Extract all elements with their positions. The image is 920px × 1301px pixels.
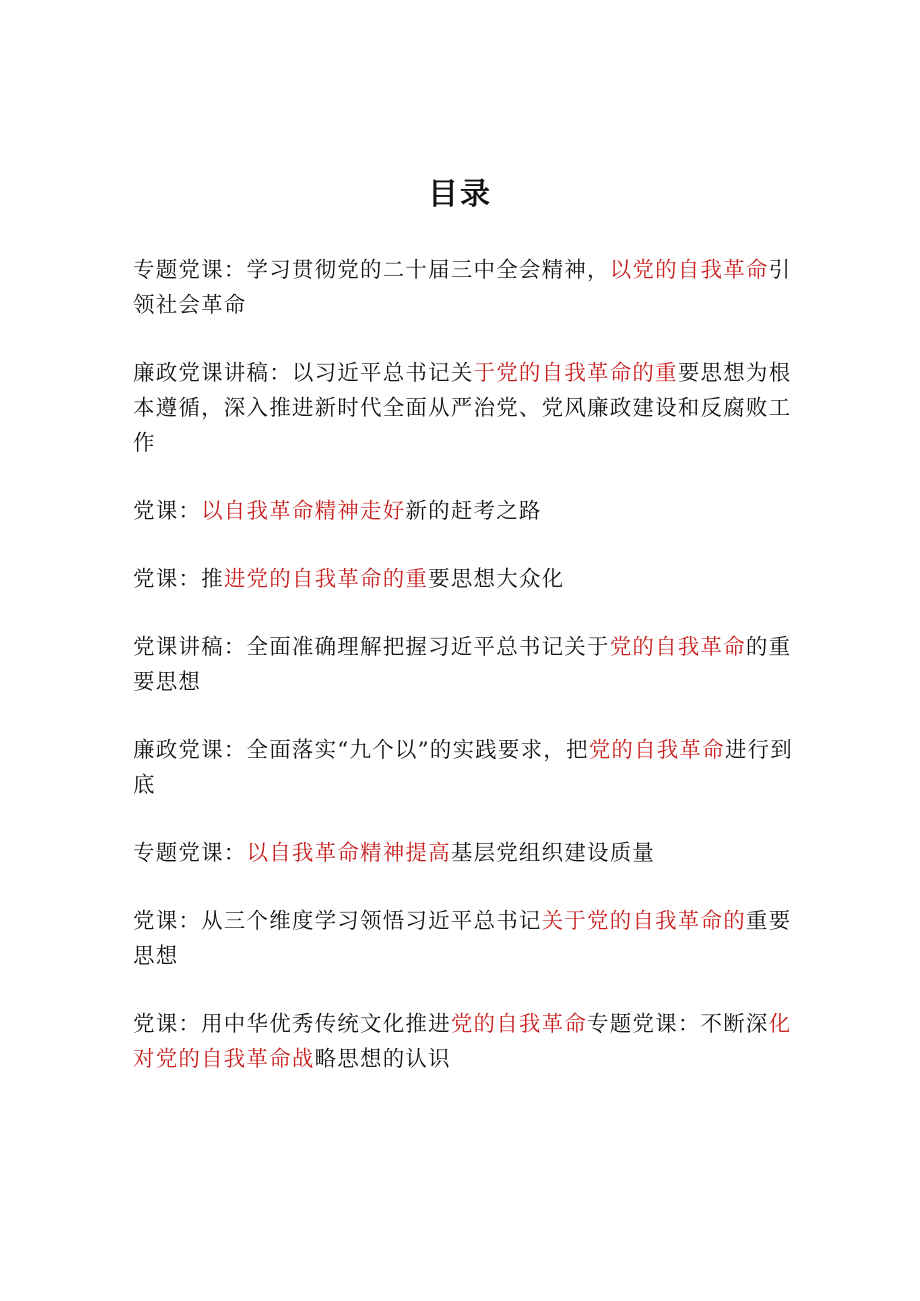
toc-entry-text: 的重要思想 bbox=[133, 635, 792, 695]
toc-entry-highlight: 以党的自我革命 bbox=[609, 258, 769, 283]
toc-entry-highlight: 进党的自我革命的重 bbox=[223, 567, 429, 592]
toc-entry-2 bbox=[133, 356, 799, 461]
toc-entry-5 bbox=[133, 630, 799, 700]
toc-entry-7 bbox=[133, 836, 799, 871]
toc-entry-6 bbox=[133, 733, 799, 803]
toc-entry-highlight: 以自我革命精神提高 bbox=[246, 841, 451, 866]
toc-entry-text: 要思想大众化 bbox=[428, 567, 565, 592]
toc-entry-text: 专题党课：学习贯彻党的二十届三中全会精神， bbox=[133, 258, 610, 283]
toc-entry-text: 廉政党课：全面落实“九个以”的实践要求，把 bbox=[133, 738, 589, 763]
page-title: 目录 bbox=[428, 177, 492, 212]
toc-entry-text: 要思想为根本遵循，深入推进新时代全面从严治党、党风廉政建设和反腐败工作 bbox=[133, 361, 792, 456]
toc-entry-text: 专题党课： bbox=[133, 841, 247, 866]
toc-entry-text: 党课：推 bbox=[133, 567, 224, 592]
toc-entry-4 bbox=[133, 562, 799, 597]
toc-entry-text: 专题党课：不断深 bbox=[587, 1012, 769, 1037]
toc-entry-highlight: 化对党的自我革命战 bbox=[133, 1012, 792, 1072]
toc-entry-text: 廉政党课讲稿：以习近平总书记关 bbox=[133, 361, 474, 386]
toc-entry-highlight: 党的自我革命 bbox=[450, 1012, 588, 1037]
table-of-contents bbox=[133, 253, 799, 1110]
toc-entry-highlight: 于党的自我革命的重 bbox=[473, 361, 678, 386]
toc-entry-1 bbox=[133, 253, 799, 323]
toc-entry-text: 党课：从三个维度学习领悟习近平总书记 bbox=[133, 909, 542, 934]
toc-entry-highlight: 党的自我革命 bbox=[588, 738, 725, 763]
toc-entry-text: 党课讲稿：全面准确理解把握习近平总书记关于 bbox=[133, 635, 610, 660]
toc-entry-3 bbox=[133, 494, 799, 529]
toc-entry-text: 新的赶考之路 bbox=[405, 499, 542, 524]
toc-entry-text: 党课： bbox=[133, 499, 202, 524]
toc-entry-9 bbox=[133, 1007, 799, 1077]
toc-entry-highlight: 关于党的自我革命的 bbox=[541, 909, 746, 934]
toc-entry-text: 略思想的认识 bbox=[314, 1047, 451, 1072]
toc-entry-text: 进行到底 bbox=[133, 738, 793, 798]
toc-entry-text: 党课：用中华优秀传统文化推进 bbox=[133, 1012, 451, 1037]
toc-entry-8 bbox=[133, 904, 799, 974]
toc-entry-highlight: 党的自我革命 bbox=[609, 635, 746, 660]
toc-entry-text: 基层党组织建设质量 bbox=[450, 841, 656, 866]
toc-entry-highlight: 以自我革命精神走好 bbox=[201, 499, 406, 524]
toc-entry-text: 重要思想 bbox=[133, 909, 792, 969]
toc-entry-text: 引领社会革命 bbox=[133, 258, 792, 318]
